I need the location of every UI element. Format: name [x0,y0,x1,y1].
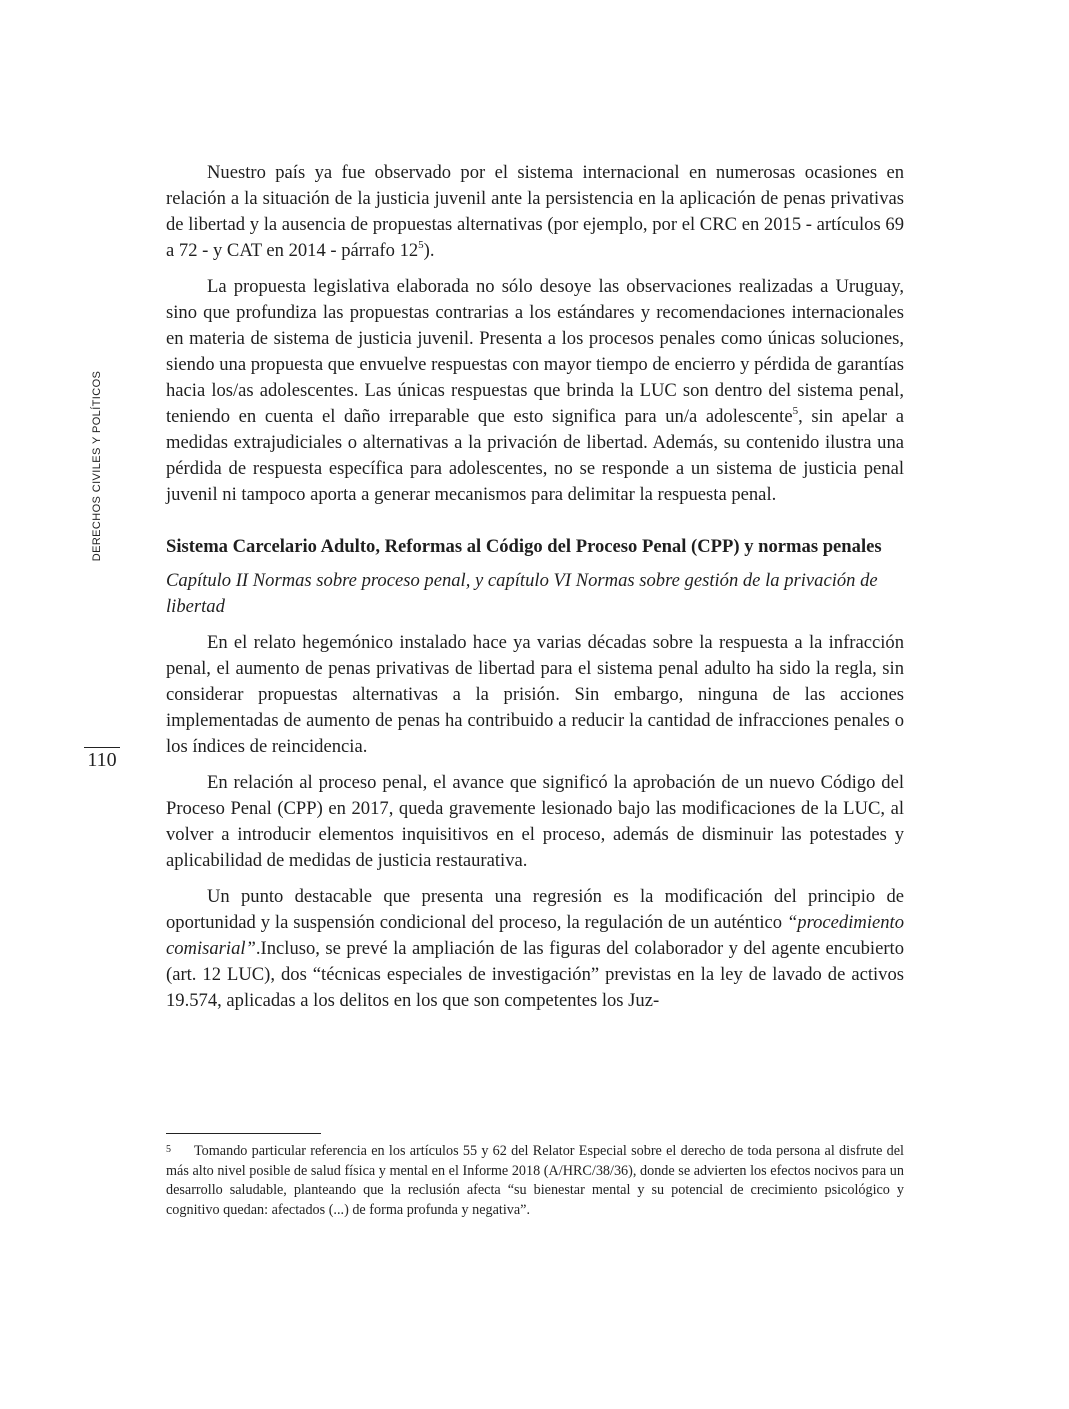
footnote-reference[interactable]: 5 [418,238,424,251]
paragraph-5-text-end: .Incluso, se prevé la ampliación de las figuras del colaborador y del agente encubierto (art. 12 LUC), dos “técnicas especiales de investigación” previstas en la ley de lavado de activos 19.574, aplicadas a los delitos en los que son competentes los Juz- [166,938,904,1011]
page-number: 110 [87,749,117,771]
footnote-text: Tomando particular referencia en los artículos 55 y 62 del Relator Especial sobre el derecho de toda persona al disfrute del más alto nivel posible de salud física y mental en el Informe 2018 (A/HRC/38/36), donde se advierten los efectos nocivos para un desarrollo saludable, planteando que la reclusión afecta “su bienestar mental y su potencial de crecimiento psicológico y cognitivo quedan: afectados (...) de forma profunda y negativa”. [166,1143,904,1218]
paragraph-5 [166,884,904,1014]
footnote-reference[interactable]: 5 [792,404,799,417]
section-heading: Sistema Carcelario Adulto, Reformas al Código del Proceso Penal (CPP) y normas penales [166,536,882,557]
paragraph-1-text: Nuestro país ya fue observado por el sistema internacional en numerosas ocasiones en relación a la situación de la justicia juvenil ante la persistencia en la aplicación de penas privativas de libertad y la ausencia de propuestas alternativas (por ejemplo, por el CRC en 2015 - artículos 69 a 72 - y CAT en 2014 - párrafo 12 [166,162,904,261]
paragraph-1 [166,160,904,264]
paragraph-5-italic-term: “procedimiento comisarial” [166,912,904,959]
paragraph-4: En relación al proceso penal, el avance que significó la aprobación de un nuevo Código del Proceso Penal (CPP) en 2017, queda gravemente lesionado bajo las modificaciones de la LUC, al volver a introducir elementos inquisitivos en el proceso, además de disminuir las potestades y aplicabilidad de medidas de justicia restaurativa. [166,772,904,871]
running-section-title: DERECHOS CIVILES Y POLÍTICOS [91,370,103,562]
page-number-rule [84,747,120,748]
paragraph-2-text-end: , sin apelar a medidas extrajudiciales o alternativas a la privación de libertad. Además, su contenido ilustra una pérdida de respuesta específica para adolescentes, no se responde a un sistema de justicia penal juvenil ni tampoco aporta a generar mecanismos para delimitar la respuesta penal. [166,406,904,505]
paragraph-2-text: La propuesta legislativa elaborada no sólo desoye las observaciones realizadas a Uruguay, sino que profundiza las propuestas contrarias a los estándares y recomendaciones internacionales en materia de sistema de justicia juvenil. Presenta a los procesos penales como únicas soluciones, siendo una propuesta que envuelve respuestas con mayor tiempo de encierro y pérdida de garantías hacia los/as adolescentes. Las únicas respuestas que brinda la LUC son dentro del sistema penal, teniendo en cuenta el daño irreparable que esto significa para un/a adolescente [166,276,904,427]
paragraph-5-text: Un punto destacable que presenta una regresión es la modificación del principio de oportunidad y la suspensión condicional del proceso, la regulación de un auténtico [166,886,904,933]
paragraph-1-text-end: ). [423,240,435,261]
footnote-marker: 5 [166,1144,171,1155]
footnote-separator [166,1133,321,1134]
body-text [166,160,904,1024]
paragraph-2 [166,274,904,508]
paragraph-3: En el relato hegemónico instalado hace ya varias décadas sobre la respuesta a la infracción penal, el aumento de penas privativas de libertad para el sistema penal adulto ha sido la regla, sin considerar propuestas alternativas a la prisión. Sin embargo, ninguna de las acciones implementadas de aumento de penas ha contribuido a reducir la cantidad de infracciones penales o los índices de reincidencia. [166,632,904,757]
section-subheading: Capítulo II Normas sobre proceso penal, y capítulo VI Normas sobre gestión de la privación de libertad [166,570,878,617]
footnote [166,1142,904,1220]
